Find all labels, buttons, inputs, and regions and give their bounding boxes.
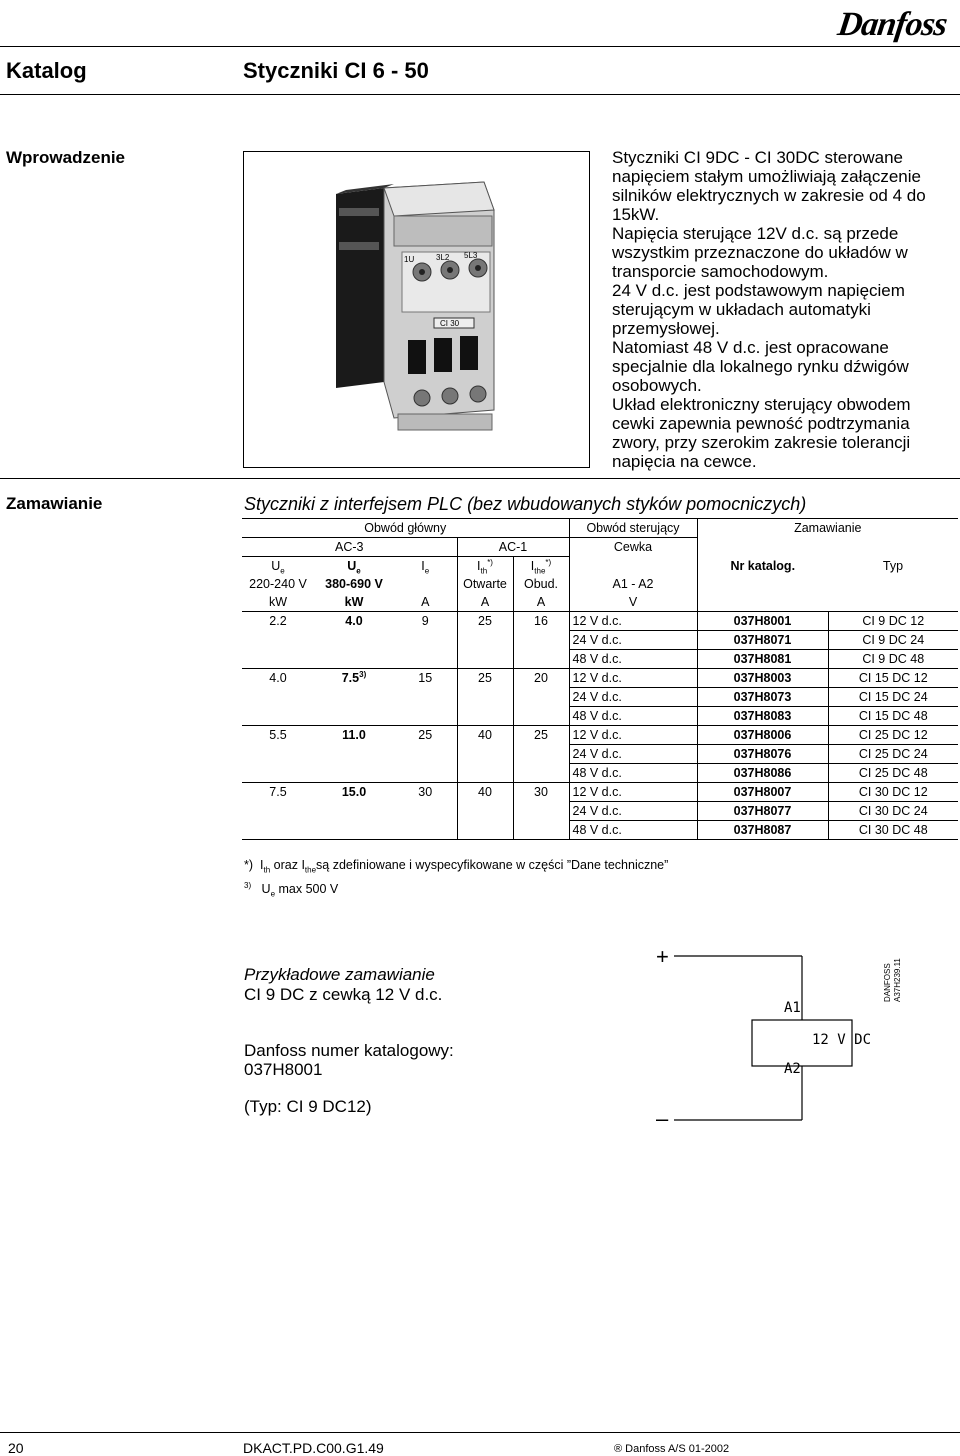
subgroup-coil: Cewka <box>569 538 697 557</box>
cell-typ: CI 25 DC 48 <box>828 764 958 783</box>
cell-coil: 24 V d.c. <box>569 745 697 764</box>
coil-wiring-diagram <box>650 940 910 1130</box>
subgroup-ac3: AC-3 <box>242 538 457 557</box>
sym-ithe: $I_{the}^{*)}$ <box>513 557 569 576</box>
cell-typ: CI 9 DC 24 <box>828 631 958 650</box>
cell-obud: 30 <box>513 783 569 840</box>
intro-paragraph: Styczniki CI 9DC - CI 30DC sterowane napięciem stałym umożliwiają załączenie silników elektrycznych w zakresie od 4 do 15kW. <box>612 148 926 224</box>
cell-coil: 48 V d.c. <box>569 650 697 669</box>
header-catalog: Katalog <box>6 58 87 83</box>
table-row <box>242 612 958 631</box>
contactor-image <box>244 152 588 466</box>
plus-symbol: + <box>656 944 669 969</box>
unit: kW <box>242 593 314 612</box>
terminal-a2: A2 <box>784 1061 801 1077</box>
example-type: (Typ: CI 9 DC12) <box>244 1097 372 1116</box>
catalog-table <box>242 518 958 840</box>
svg-text:5L3: 5L3 <box>464 251 478 260</box>
cell-nr: 037H8071 <box>697 631 828 650</box>
footer-rule <box>0 1432 960 1433</box>
cell-typ: CI 30 DC 12 <box>828 783 958 802</box>
cell-kw2: 4.0 <box>314 612 394 669</box>
cell-otwarte: 25 <box>457 612 513 669</box>
table-row <box>242 783 958 802</box>
svg-text:3L2: 3L2 <box>436 253 450 262</box>
unit: V <box>569 593 697 612</box>
cell-typ: CI 30 DC 48 <box>828 821 958 840</box>
cell-kw2: 7.5$^{3)}$ <box>314 669 394 726</box>
table-units-row <box>242 593 958 612</box>
cell-nr: 037H8076 <box>697 745 828 764</box>
intro-paragraph: Układ elektroniczny sterujący obwodem cewki zapewnia pewność podtrzymania zwory, przy szerokim zakresie tolerancji napięcia na cewce. <box>612 395 911 471</box>
cell-kw1: 7.5 <box>242 783 314 840</box>
unit: A <box>394 593 457 612</box>
subgroup-ac1: AC-1 <box>457 538 569 557</box>
svg-text:1U: 1U <box>404 255 415 264</box>
col-nr-katalog: Nr katalog. <box>730 558 796 573</box>
desc-v1: 220-240 V <box>249 577 307 591</box>
cell-obud: 20 <box>513 669 569 726</box>
cell-coil: 12 V d.c. <box>569 726 697 745</box>
cell-coil: 48 V d.c. <box>569 707 697 726</box>
cell-typ: CI 9 DC 48 <box>828 650 958 669</box>
cell-coil: 24 V d.c. <box>569 802 697 821</box>
table-caption: Styczniki z interfejsem PLC (bez wbudowanych styków pomocniczych) <box>244 494 807 514</box>
example-number-label: Danfoss numer katalogowy: <box>244 1041 454 1060</box>
sym-ie: $I_e$ <box>394 557 457 576</box>
desc-obud: Obud. <box>513 575 569 593</box>
cell-nr: 037H8081 <box>697 650 828 669</box>
example-title: Przykładowe zamawianie <box>244 965 435 984</box>
cell-coil: 12 V d.c. <box>569 669 697 688</box>
sym-ith: $I_{th}^{*)}$ <box>457 557 513 576</box>
intro-paragraph: Napięcia sterujące 12V d.c. są przede wszystkim przeznaczone do układów w transporcie samochodowym. <box>612 224 908 281</box>
cell-nr: 037H8086 <box>697 764 828 783</box>
cell-ie: 9 <box>394 612 457 669</box>
terminal-a1: A1 <box>784 1000 801 1016</box>
cell-kw1: 2.2 <box>242 612 314 669</box>
section-ordering-label: Zamawianie <box>6 494 103 513</box>
cell-typ: CI 25 DC 24 <box>828 745 958 764</box>
cell-nr: 037H8073 <box>697 688 828 707</box>
cell-coil: 24 V d.c. <box>569 631 697 650</box>
cell-ie: 25 <box>394 726 457 783</box>
page-title: Styczniki CI 6 - 50 <box>243 58 429 83</box>
table-header-row <box>242 519 958 538</box>
col-typ: Typ <box>882 558 904 573</box>
example-number-value: 037H8001 <box>244 1060 323 1079</box>
cell-typ: CI 9 DC 12 <box>828 612 958 631</box>
cell-nr: 037H8077 <box>697 802 828 821</box>
cell-coil: 12 V d.c. <box>569 612 697 631</box>
cell-kw2: 11.0 <box>314 726 394 783</box>
table-row <box>242 669 958 688</box>
cell-kw1: 5.5 <box>242 726 314 783</box>
section-intro-label: Wprowadzenie <box>6 148 126 167</box>
cell-nr: 037H8087 <box>697 821 828 840</box>
cell-typ: CI 30 DC 24 <box>828 802 958 821</box>
unit: kW <box>314 593 394 612</box>
drawing-ref-2: A37H239.11 <box>893 958 902 1002</box>
cell-otwarte: 25 <box>457 669 513 726</box>
cell-typ: CI 15 DC 48 <box>828 707 958 726</box>
desc-otwarte: Otwarte <box>457 575 513 593</box>
doc-code: DKACT.PD.C00.G1.49 <box>243 1440 384 1456</box>
desc-a1a2: A1 - A2 <box>569 575 697 593</box>
product-photo <box>243 151 590 468</box>
cell-ie: 15 <box>394 669 457 726</box>
unit: A <box>513 593 569 612</box>
cell-typ: CI 25 DC 12 <box>828 726 958 745</box>
table-header-row <box>242 575 958 593</box>
cell-typ: CI 15 DC 24 <box>828 688 958 707</box>
svg-text:CI 30: CI 30 <box>440 319 460 328</box>
cell-ie: 30 <box>394 783 457 840</box>
group-order: Zamawianie <box>697 519 958 538</box>
cell-nr: 037H8083 <box>697 707 828 726</box>
cell-kw2: 15.0 <box>314 783 394 840</box>
table-header-row <box>242 557 958 576</box>
sym-ue-bold: $U_e$ <box>314 557 394 576</box>
cell-nr: 037H8006 <box>697 726 828 745</box>
cell-obud: 16 <box>513 612 569 669</box>
example-subtitle: CI 9 DC z cewką 12 V d.c. <box>244 985 443 1004</box>
copyright: ® Danfoss A/S 01-2002 <box>614 1443 730 1455</box>
header-rule <box>0 46 960 47</box>
unit: A <box>457 593 513 612</box>
desc-v2: 380-690 V <box>325 577 383 591</box>
group-main: Obwód główny <box>242 519 569 538</box>
cell-coil: 48 V d.c. <box>569 821 697 840</box>
page-number: 20 <box>8 1440 24 1456</box>
table-row <box>242 726 958 745</box>
drawing-ref-1: DANFOSS <box>883 963 892 1002</box>
cell-obud: 25 <box>513 726 569 783</box>
cell-coil: 12 V d.c. <box>569 783 697 802</box>
cell-otwarte: 40 <box>457 726 513 783</box>
intro-paragraph: 24 V d.c. jest podstawowym napięciem sterującym w układach automatyki przemysłowej. <box>612 281 905 338</box>
footnote-2: $^{3)}$ $U_e$ max 500 V <box>244 880 339 899</box>
table-header-row <box>242 538 958 557</box>
cell-coil: 48 V d.c. <box>569 764 697 783</box>
cell-nr: 037H8007 <box>697 783 828 802</box>
cell-kw1: 4.0 <box>242 669 314 726</box>
coil-label: 12 V DC <box>812 1032 872 1048</box>
danfoss-logo: Danfoss <box>835 6 949 43</box>
cell-typ: CI 15 DC 12 <box>828 669 958 688</box>
cell-nr: 037H8003 <box>697 669 828 688</box>
footnote-1: *) $I_{th}$ oraz $I_{the}są$ zdefiniowane i wyspecyfikowane w części ”Dane techniczne” <box>244 858 669 875</box>
intro-text <box>612 148 952 471</box>
cell-nr: 037H8001 <box>697 612 828 631</box>
intro-paragraph: Natomiast 48 V d.c. jest opracowane specjalnie dla lokalnego rynku dźwigów osobowych. <box>612 338 909 395</box>
minus-symbol: – <box>656 1106 669 1130</box>
section-rule <box>0 478 960 479</box>
sym-ue: $U_e$ <box>242 557 314 576</box>
group-control: Obwód sterujący <box>569 519 697 538</box>
cell-otwarte: 40 <box>457 783 513 840</box>
title-rule <box>0 94 960 95</box>
cell-coil: 24 V d.c. <box>569 688 697 707</box>
